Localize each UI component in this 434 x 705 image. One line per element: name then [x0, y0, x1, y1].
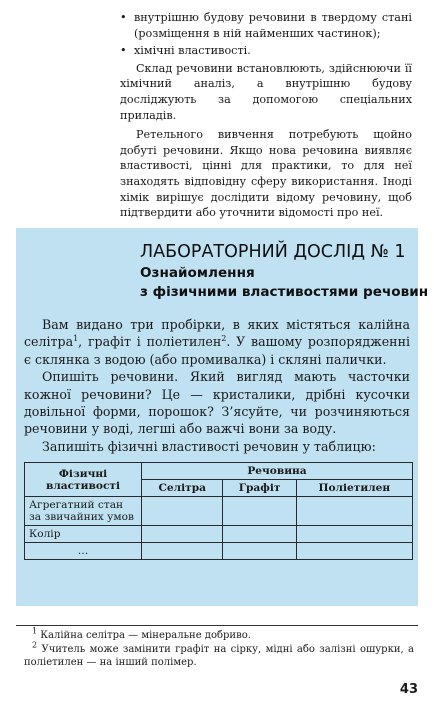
paragraph: Склад речовини встановлюють, здійснюючи її хімічний аналіз, а внутрішню будову досліджують за допомогою спеціальних приладів.	[120, 61, 412, 122]
table-header-row	[25, 463, 413, 480]
footnote-ref-2: 2	[221, 334, 227, 344]
table-row	[25, 497, 413, 526]
lab-title: ЛАБОРАТОРНИЙ ДОСЛІД № 1	[140, 242, 406, 262]
row-label: Колір	[25, 526, 142, 543]
table-row	[25, 526, 413, 543]
lab-paragraph-2: Опишіть речовини. Який вигляд мають часточки кожної речовини? Це — кристалики, дрібні кусочки довільної форми, порошок? З’ясуйте, чи розчиняються речовини у воді, легші або важчі вони за воду.	[24, 369, 410, 437]
footnote-divider	[16, 625, 418, 626]
footnote-text: Учитель може замінити графіт на сірку, мідні або залізні ошурки, а поліетилен — на інший полімер.	[24, 643, 414, 668]
text-run: , графіт і поліетилен	[78, 334, 222, 350]
paragraph: Ретельного вивчення потребують щойно добуті речовини. Якщо нова речовина виявляє властивості, цінні для практики, то для неї знаходять відповідну сферу використання. Іноді хімік вирішує дослідити відому речовину, щоб підтвердити або уточнити відомості про неї.	[120, 128, 412, 220]
lab-instructions	[24, 316, 410, 455]
header-substance: Речовина	[142, 463, 413, 480]
footnote-mark: 2	[32, 640, 38, 650]
table-cell	[296, 543, 412, 560]
top-text-block	[120, 10, 412, 225]
text-run: . У вашому розпорядженні є склянка з водою (або промивалка) і скляні палички.	[24, 334, 410, 367]
column-header: Селітра	[142, 480, 223, 497]
header-physical-properties: Фізичні властивості	[25, 463, 142, 497]
table-cell	[142, 497, 223, 526]
footnote-2	[24, 640, 414, 670]
properties-table	[24, 462, 413, 560]
column-header: Графіт	[223, 480, 296, 497]
bullet-item: • внутрішню будову речовини в твердому стані (розміщення в ній найменших частинок);	[120, 10, 412, 41]
page-number: 43	[399, 682, 418, 697]
lab-subtitle-line1: Ознайомлення	[140, 265, 255, 281]
table-cell	[142, 543, 223, 560]
column-header: Поліетилен	[296, 480, 412, 497]
footnote-text: Калійна селітра — мінеральне добриво.	[40, 630, 251, 641]
footnote-ref-1: 1	[73, 334, 79, 344]
table-cell	[223, 543, 296, 560]
table-row	[25, 543, 413, 560]
table-cell	[296, 497, 412, 526]
text-run: Вам видано три пробірки, в яких містяться калійна селітра	[24, 317, 410, 350]
table-cell	[142, 526, 223, 543]
row-label: Агрегатний стан за звичайних умов	[25, 497, 142, 526]
table-cell	[296, 526, 412, 543]
table-cell	[223, 526, 296, 543]
footnote-mark: 1	[32, 626, 38, 636]
row-label: …	[25, 543, 142, 560]
table-cell	[223, 497, 296, 526]
bullet-item: • хімічні властивості.	[120, 43, 412, 59]
lab-paragraph-3: Запишіть фізичні властивості речовин у таблицю:	[42, 438, 376, 454]
lab-paragraph-1	[24, 316, 410, 368]
lab-experiment-box	[16, 228, 429, 606]
lab-subtitle-line2: з фізичними властивостями речовин	[140, 284, 429, 300]
footnotes	[24, 626, 414, 670]
footnote-1	[24, 626, 414, 643]
